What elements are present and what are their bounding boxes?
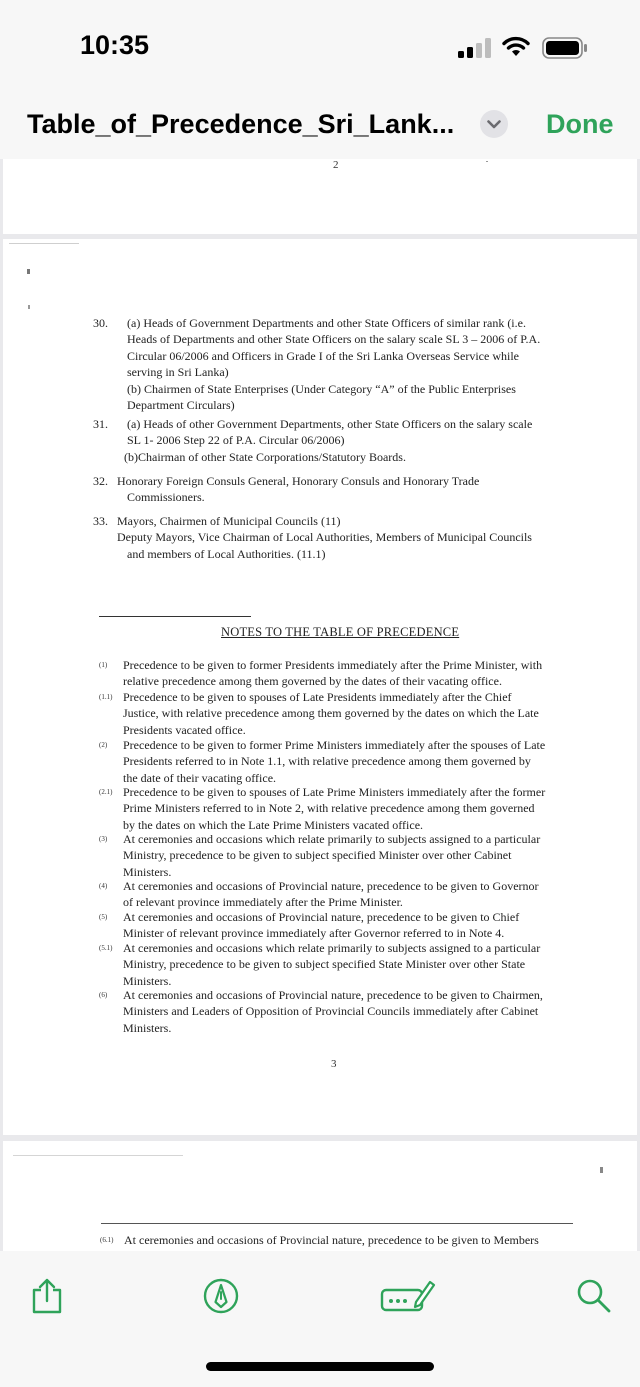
home-indicator[interactable] — [206, 1362, 434, 1371]
list-item: 31. (a) Heads of other Government Departments, other State Officers on the salary scale SL 1- 2006 Step 22 of P.A. Circular 06/2006) (b)Chairman of other State Corporations/Statutory Boards. — [93, 417, 533, 464]
list-item: 33. Mayors, Chairmen of Municipal Councils (11) Deputy Mayors, Vice Chairman of Local Authorities, Members of Municipal Councils and members of Local Authorities. (11.1) — [93, 514, 532, 561]
chevron-down-icon[interactable] — [480, 110, 508, 138]
scan-mark — [13, 1155, 183, 1156]
list-item: (6) At ceremonies and occasions of Provincial nature, precedence to be given to Chairmen, Ministers and Leaders of Opposition of Provincial Councils immediately after Cabinet Ministers. — [99, 988, 543, 1035]
list-item: (3) At ceremonies and occasions which relate primarily to subjects assigned to a particular Ministry, precedence to be given to subject specified Minister over other Cabinet Ministers. — [99, 832, 541, 879]
scan-mark — [600, 1167, 603, 1173]
list-item: (1) Precedence to be given to former Presidents immediately after the Prime Minister, with relative precedence among them governed by the dates of their vacating office. — [99, 658, 543, 689]
list-item: (4) At ceremonies and occasions of Provincial nature, precedence to be given to Governor of relevant province immediately after the Prime Minister. — [99, 879, 539, 910]
scan-mark — [28, 305, 30, 309]
markup-icon[interactable] — [203, 1278, 239, 1314]
pdf-page-3 — [3, 239, 637, 1135]
divider — [101, 1223, 573, 1224]
search-icon[interactable] — [576, 1278, 612, 1314]
wifi-icon — [501, 36, 531, 58]
scan-speck — [486, 161, 488, 162]
notes-title: NOTES TO THE TABLE OF PRECEDENCE — [221, 625, 460, 639]
status-time: 10:35 — [80, 30, 150, 60]
list-item: (2.1) Precedence to be given to spouses of Late Prime Ministers immediately after the former Prime Ministers referred to in Note 2, with relative precedence among them governed by the dates on which the Late Prime Ministers vacated office. — [99, 785, 546, 832]
divider — [99, 616, 251, 617]
list-item: (1.1) Precedence to be given to spouses of Late Presidents immediately after the Chief Justice, with relative precedence among them governed by the dates on which the Late Presidents vacated office. — [99, 690, 539, 737]
page-number: 2 — [333, 159, 339, 171]
share-icon[interactable] — [30, 1277, 64, 1315]
page-number: 3 — [331, 1058, 337, 1070]
document-title[interactable]: Table_of_Precedence_Sri_Lank... — [27, 109, 455, 139]
pdf-page-2 — [3, 159, 637, 234]
status-bar — [0, 0, 640, 95]
pdf-page-4 — [3, 1141, 637, 1251]
list-item: (6.1) At ceremonies and occasions of Provincial nature, precedence to be given to Members — [100, 1233, 539, 1247]
scan-mark — [9, 243, 79, 244]
signal-icon — [458, 38, 492, 58]
list-item: 32. Honorary Foreign Consuls General, Honorary Consuls and Honorary Trade Commissioners. — [93, 474, 480, 505]
scan-mark — [27, 269, 30, 274]
nav-bar — [0, 95, 640, 159]
list-item: (5.1) At ceremonies and occasions which relate primarily to subjects assigned to a particular Ministry, precedence to be given to subject specified State Minister over other State Ministers. — [99, 941, 541, 988]
list-item: 30. (a) Heads of Government Departments and other State Officers of similar rank (i.e. Heads of Departments and other State Officers on the salary scale SL 3 – 2006 of P.A. Circular 06/2006 and Officers in Grade I of the Sri Lanka Overseas Service while serving in Sri Lanka) (b) Chairmen of State Enterprises (Under Category “A” of the Public Enterprises Department Circulars) — [93, 316, 541, 413]
done-button[interactable]: Done — [546, 109, 614, 139]
document-viewer[interactable] — [0, 159, 640, 1251]
keyboard-icon[interactable] — [380, 1278, 436, 1314]
list-item: (5) At ceremonies and occasions of Provincial nature, precedence to be given to Chief Minister of relevant province immediately after Governor referred to in Note 4. — [99, 910, 520, 941]
battery-icon — [542, 37, 588, 59]
list-item: (2) Precedence to be given to former Prime Ministers immediately after the spouses of Late Presidents referred to in Note 1.1, with relative precedence among them governed by the date of their vacating office. — [99, 738, 546, 785]
